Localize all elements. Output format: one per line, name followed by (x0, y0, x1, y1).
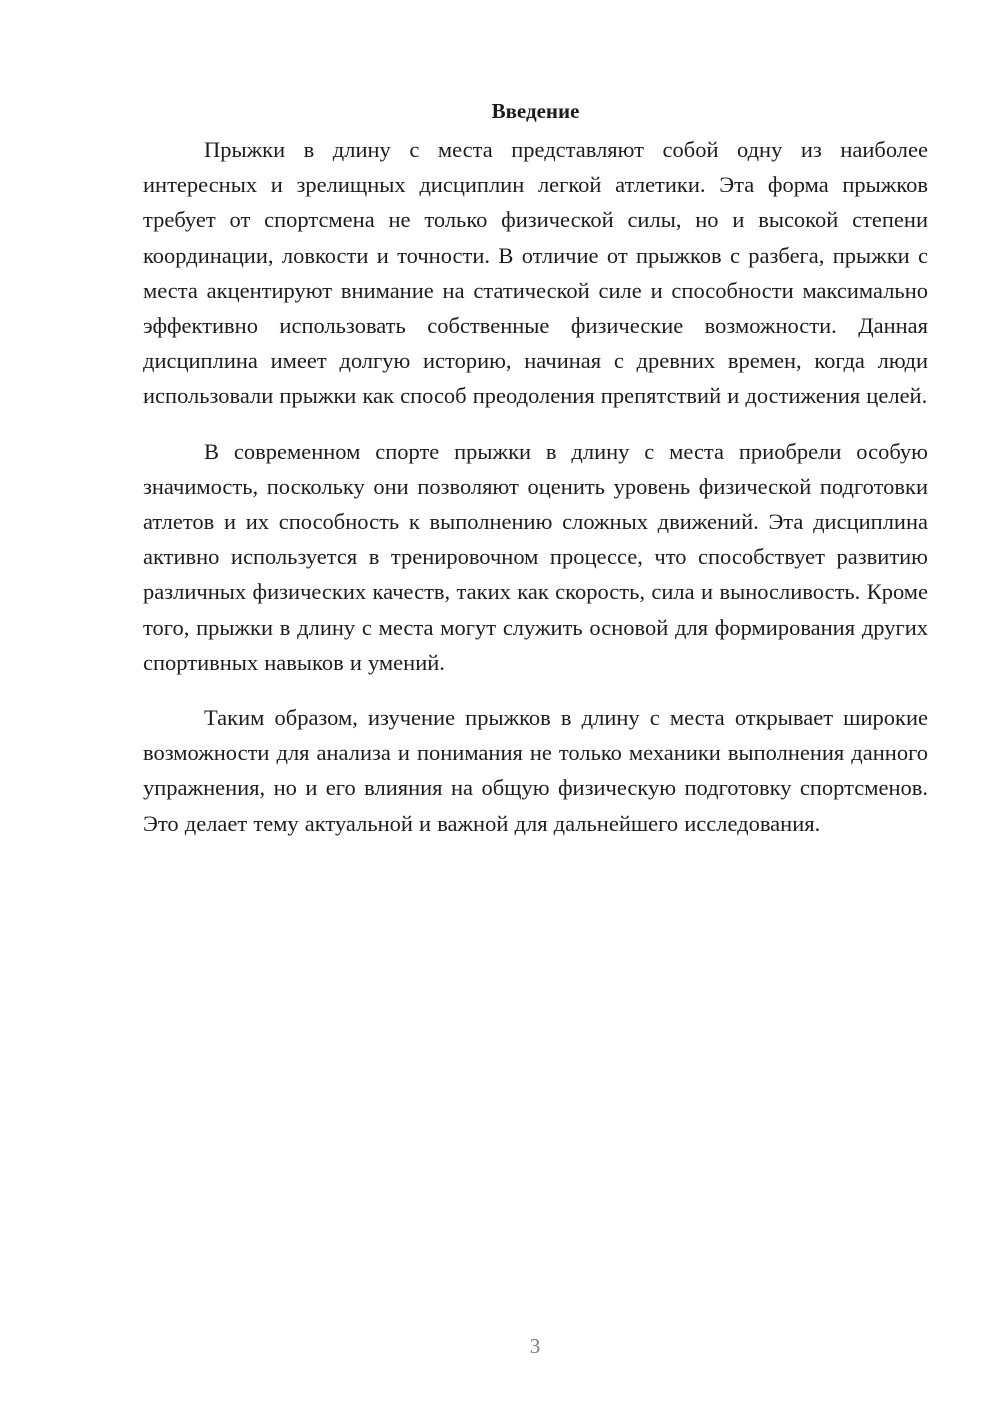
paragraph-3: Таким образом, изучение прыжков в длину с места открывает широкие возможности для анализа и понимания не только механики выполнения данного упражнения, но и его влияния на общую физическую подготовку спортсменов. Это делает тему актуальной и важной для дальнейшего исследования. (143, 705, 928, 836)
page-number: 3 (529, 1334, 541, 1358)
paragraph-2: В современном спорте прыжки в длину с места приобрели особую значимость, поскольку они позволяют оценить уровень физической подготовки атлетов и их способность к выполнению сложных движений. Эта дисциплина активно используется в тренировочном процессе, что способствует развитию различных физических качеств, таких как скорость, сила и выносливость. Кроме того, прыжки в длину с места могут служить основой для формирования других спортивных навыков и умений. (143, 438, 928, 675)
paragraph-1: Прыжки в длину с места представляют собой одну из наиболее интересных и зрелищных дисциплин легкой атлетики. Эта форма прыжков требует от спортсмена не только физической силы, но и высокой степени координации, ловкости и точности. В отличие от прыжков с разбега, прыжки с места акцентируют внимание на статической силе и способности максимально эффективно использовать собственные физические возможности. Данная дисциплина имеет долгую историю, начиная с древних времен, когда люди использовали прыжки как способ преодоления препятствий и достижения целей. (143, 137, 928, 409)
page-content (143, 96, 928, 861)
section-title: Введение (491, 99, 580, 123)
